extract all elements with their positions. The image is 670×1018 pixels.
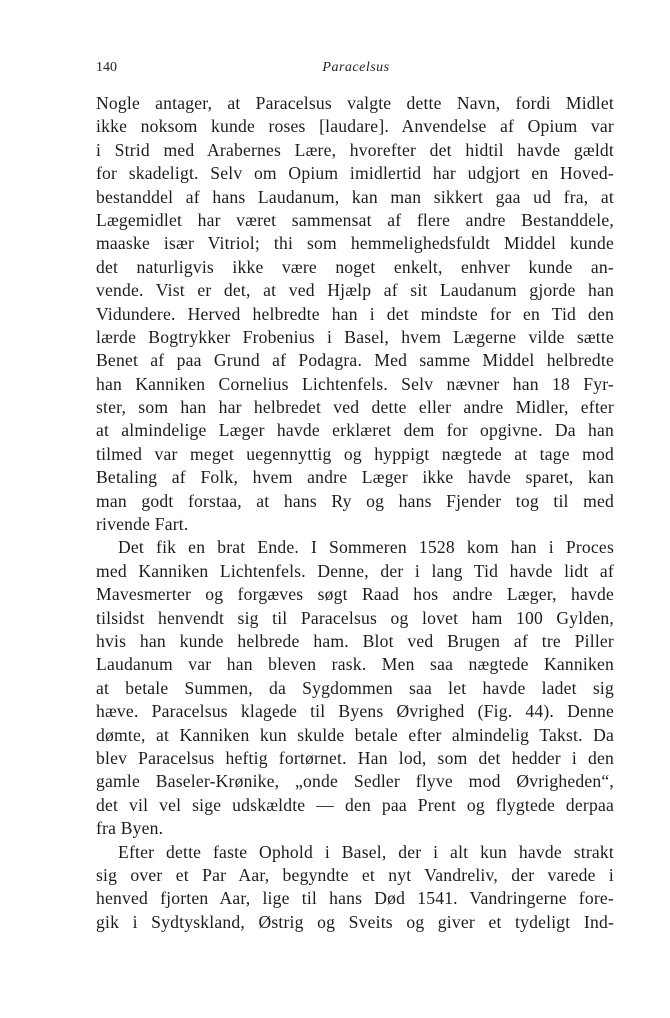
text-line: Efter dette faste Ophold i Basel, der i alt kun havde strakt [118, 841, 614, 862]
text-line: ikke noksom kunde roses [laudare]. Anvendelse af Opium var [96, 116, 614, 137]
text-line: gik i Sydtyskland, Østrig og Sveits og giver et tydeligt Ind- [96, 911, 614, 932]
text-line: man godt forstaa, at hans Ry og hans Fjender tog til med [96, 490, 614, 511]
text-line: Nogle antager, at Paracelsus valgte dette Navn, fordi Midlet [96, 93, 614, 113]
text-line: dømte, at Kanniken kun skulde betale efter almindelig Takst. Da [96, 724, 614, 745]
text-line: tilmed var meget uegennyttig og hyppigt nægtede at tage mod [96, 443, 614, 464]
text-line: fra Byen. [96, 818, 164, 839]
text-line: at betale Summen, da Sygdommen saa let havde ladet sig [96, 677, 614, 698]
text-line: for skadeligt. Selv om Opium imidlertid har udgjort en Hoved- [96, 163, 614, 184]
text-line: det naturligvis ikke være noget enkelt, enhver kunde an- [96, 256, 614, 277]
body-text [96, 92, 614, 934]
text-line: henved fjorten Aar, lige til hans Død 1541. Vandringerne fore- [96, 888, 614, 909]
text-line: maaske især Vitriol; thi som hemmelighedsfuldt Middel kunde [96, 233, 614, 254]
text-line: lærde Bogtrykker Frobenius i Basel, hvem Lægerne vilde sætte [96, 326, 614, 347]
text-line: det vil vel sige udskældte — den paa Prent og flygtede derpaa [96, 794, 614, 815]
text-line: Det fik en brat Ende. I Sommeren 1528 kom han i Proces [118, 537, 614, 558]
text-line: vende. Vist er det, at ved Hjælp af sit Laudanum gjorde han [96, 280, 614, 301]
text-line: rivende Fart. [96, 514, 189, 535]
text-line: ster, som han har helbredet ved dette eller andre Midler, efter [96, 397, 614, 418]
text-line: blev Paracelsus heftig fortørnet. Han lod, som det hedder i den [96, 747, 614, 768]
text-line: bestanddel af hans Laudanum, kan man sikkert gaa ud fra, at [96, 186, 614, 207]
text-line: Betaling af Folk, hvem andre Læger ikke havde sparet, kan [96, 467, 614, 488]
text-line: i Strid med Arabernes Lære, hvorefter det hidtil havde gældt [96, 139, 614, 160]
text-line: Lægemidlet har været sammensat af flere andre Bestanddele, [96, 209, 614, 230]
text-line: tilsidst henvendt sig til Paracelsus og lovet ham 100 Gylden, [96, 607, 614, 628]
page-number: 140 [96, 60, 117, 75]
text-line: gamle Baseler-Krønike, „onde Sedler flyve mod Øvrigheden“, [96, 771, 614, 792]
text-line: med Kanniken Lichtenfels. Denne, der i lang Tid havde lidt af [96, 560, 614, 581]
text-line: Vidundere. Herved helbredte han i det mindste for en Tid den [96, 303, 614, 324]
running-title: Paracelsus [322, 60, 390, 75]
text-line: sig over et Par Aar, begyndte et nyt Vandreliv, der varede i [96, 864, 614, 885]
text-line: at almindelige Læger havde erklæret dem for opgivne. Da han [96, 420, 614, 441]
text-line: han Kanniken Cornelius Lichtenfels. Selv nævner han 18 Fyr- [96, 373, 614, 394]
page-header [96, 60, 616, 82]
text-line: hvis han kunde helbrede ham. Blot ved Brugen af tre Piller [96, 630, 614, 651]
text-line: Benet af paa Grund af Podagra. Med samme Middel helbredte [96, 350, 614, 371]
text-line: hæve. Paracelsus klagede til Byens Øvrighed (Fig. 44). Denne [96, 701, 614, 722]
text-line: Mavesmerter og forgæves søgt Raad hos andre Læger, havde [96, 584, 614, 605]
text-line: Laudanum var han bleven rask. Men saa nægtede Kanniken [96, 654, 614, 675]
